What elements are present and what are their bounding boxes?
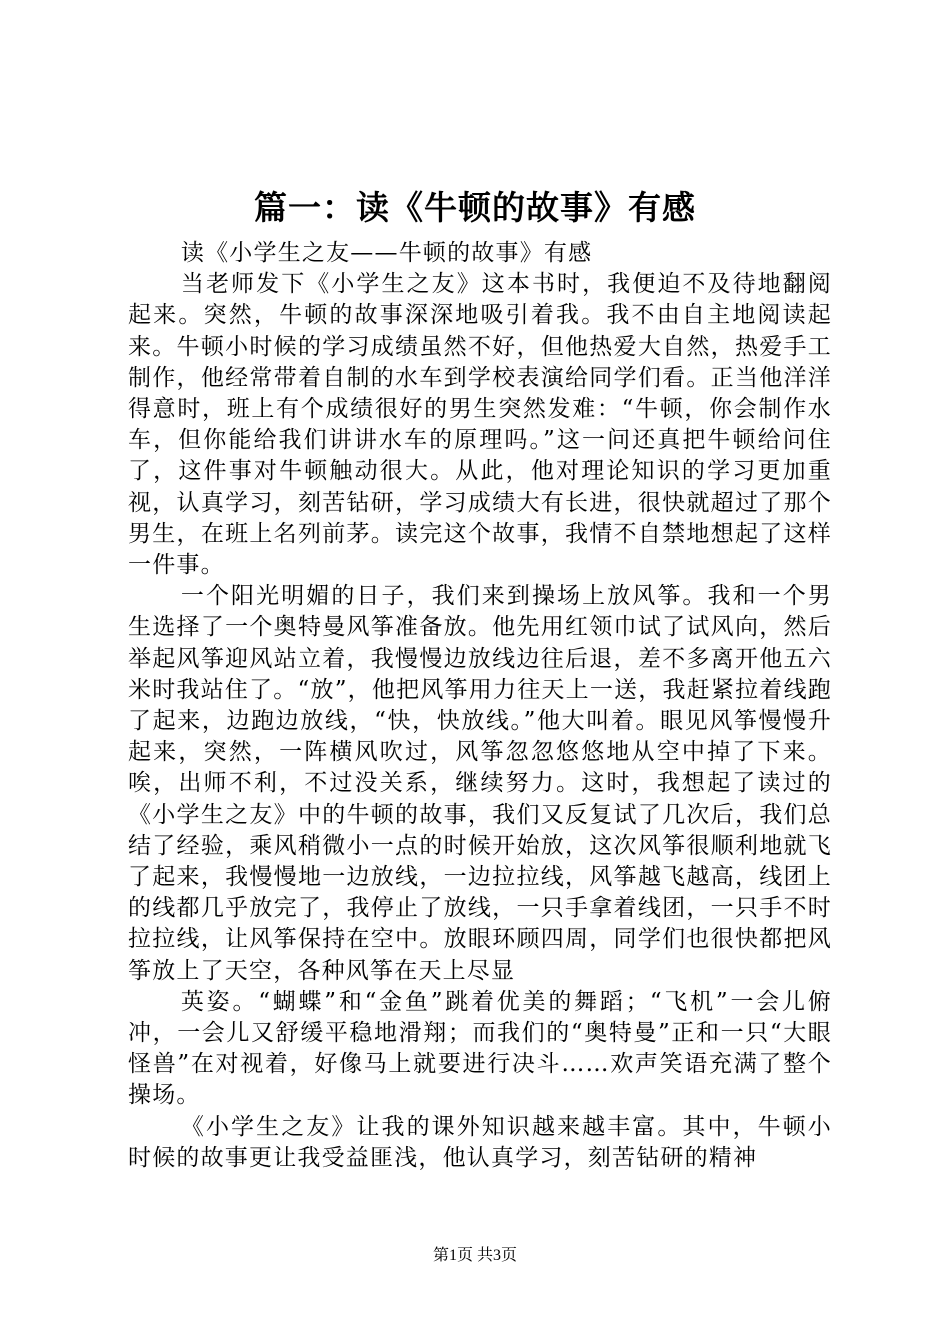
document-title: 篇一：读《牛顿的故事》有感: [254, 188, 696, 227]
document-body: [128, 238, 832, 1174]
page-number-footer: 第1页 共3页: [432, 1247, 517, 1264]
paragraph: 一个阳光明媚的日子，我们来到操场上放风筝。我和一个男生选择了一个奥特曼风筝准备放。他先用红领巾试了试风向，然后举起风筝迎风站立着，我慢慢边放线边往后退，差不多离开他五六米时我站住了。“放”，他把风筝用力往天上一送，我赶紧拉着线跑了起来，边跑边放线，“快，快放线。”他大叫着。眼见风筝慢慢升起来，突然，一阵横风吹过，风筝忽忽悠悠地从空中掉了下来。唉，出师不利，不过没关系，继续努力。这时，我想起了读过的《小学生之友》中的牛顿的故事，我们又反复试了几次后，我们总结了经验，乘风稍微小一点的时候开始放，这次风筝很顺利地就飞了起来，我慢慢地一边放线，一边拉拉线，风筝越飞越高，线团上的线都几乎放完了，我停止了放线，一只手拿着线团，一只手不时拉拉线，让风筝保持在空中。放眼环顾四周，同学们也很快都把风筝放上了天空，各种风筝在天上尽显: [128, 583, 832, 984]
paragraph-subtitle: 读《小学生之友——牛顿的故事》有感: [180, 240, 593, 266]
paragraph: 英姿。“蝴蝶”和“金鱼”跳着优美的舞蹈；“飞机”一会儿俯冲，一会儿又舒缓平稳地滑翔；而我们的“奥特曼”正和一只“大眼怪兽”在对视着，好像马上就要进行决斗……欢声笑语充满了整个操场。: [128, 988, 832, 1109]
paragraph: 当老师发下《小学生之友》这本书时，我便迫不及待地翻阅起来。突然，牛顿的故事深深地吸引着我。我不由自主地阅读起来。牛顿小时候的学习成绩虽然不好，但他热爱大自然，热爱手工制作，他经常带着自制的水车到学校表演给同学们看。正当他洋洋得意时，班上有个成绩很好的男生突然发难：“牛顿，你会制作水车，但你能给我们讲讲水车的原理吗。”这一问还真把牛顿给问住了，这件事对牛顿触动很大。从此，他对理论知识的学习更加重视，认真学习，刻苦钻研，学习成绩大有长进，很快就超过了那个男生，在班上名列前茅。读完这个故事，我情不自禁地想起了这样一件事。: [128, 271, 832, 579]
paragraph: 《小学生之友》让我的课外知识越来越丰富。其中，牛顿小时候的故事更让我受益匪浅，他认真学习，刻苦钻研的精神: [128, 1113, 832, 1171]
